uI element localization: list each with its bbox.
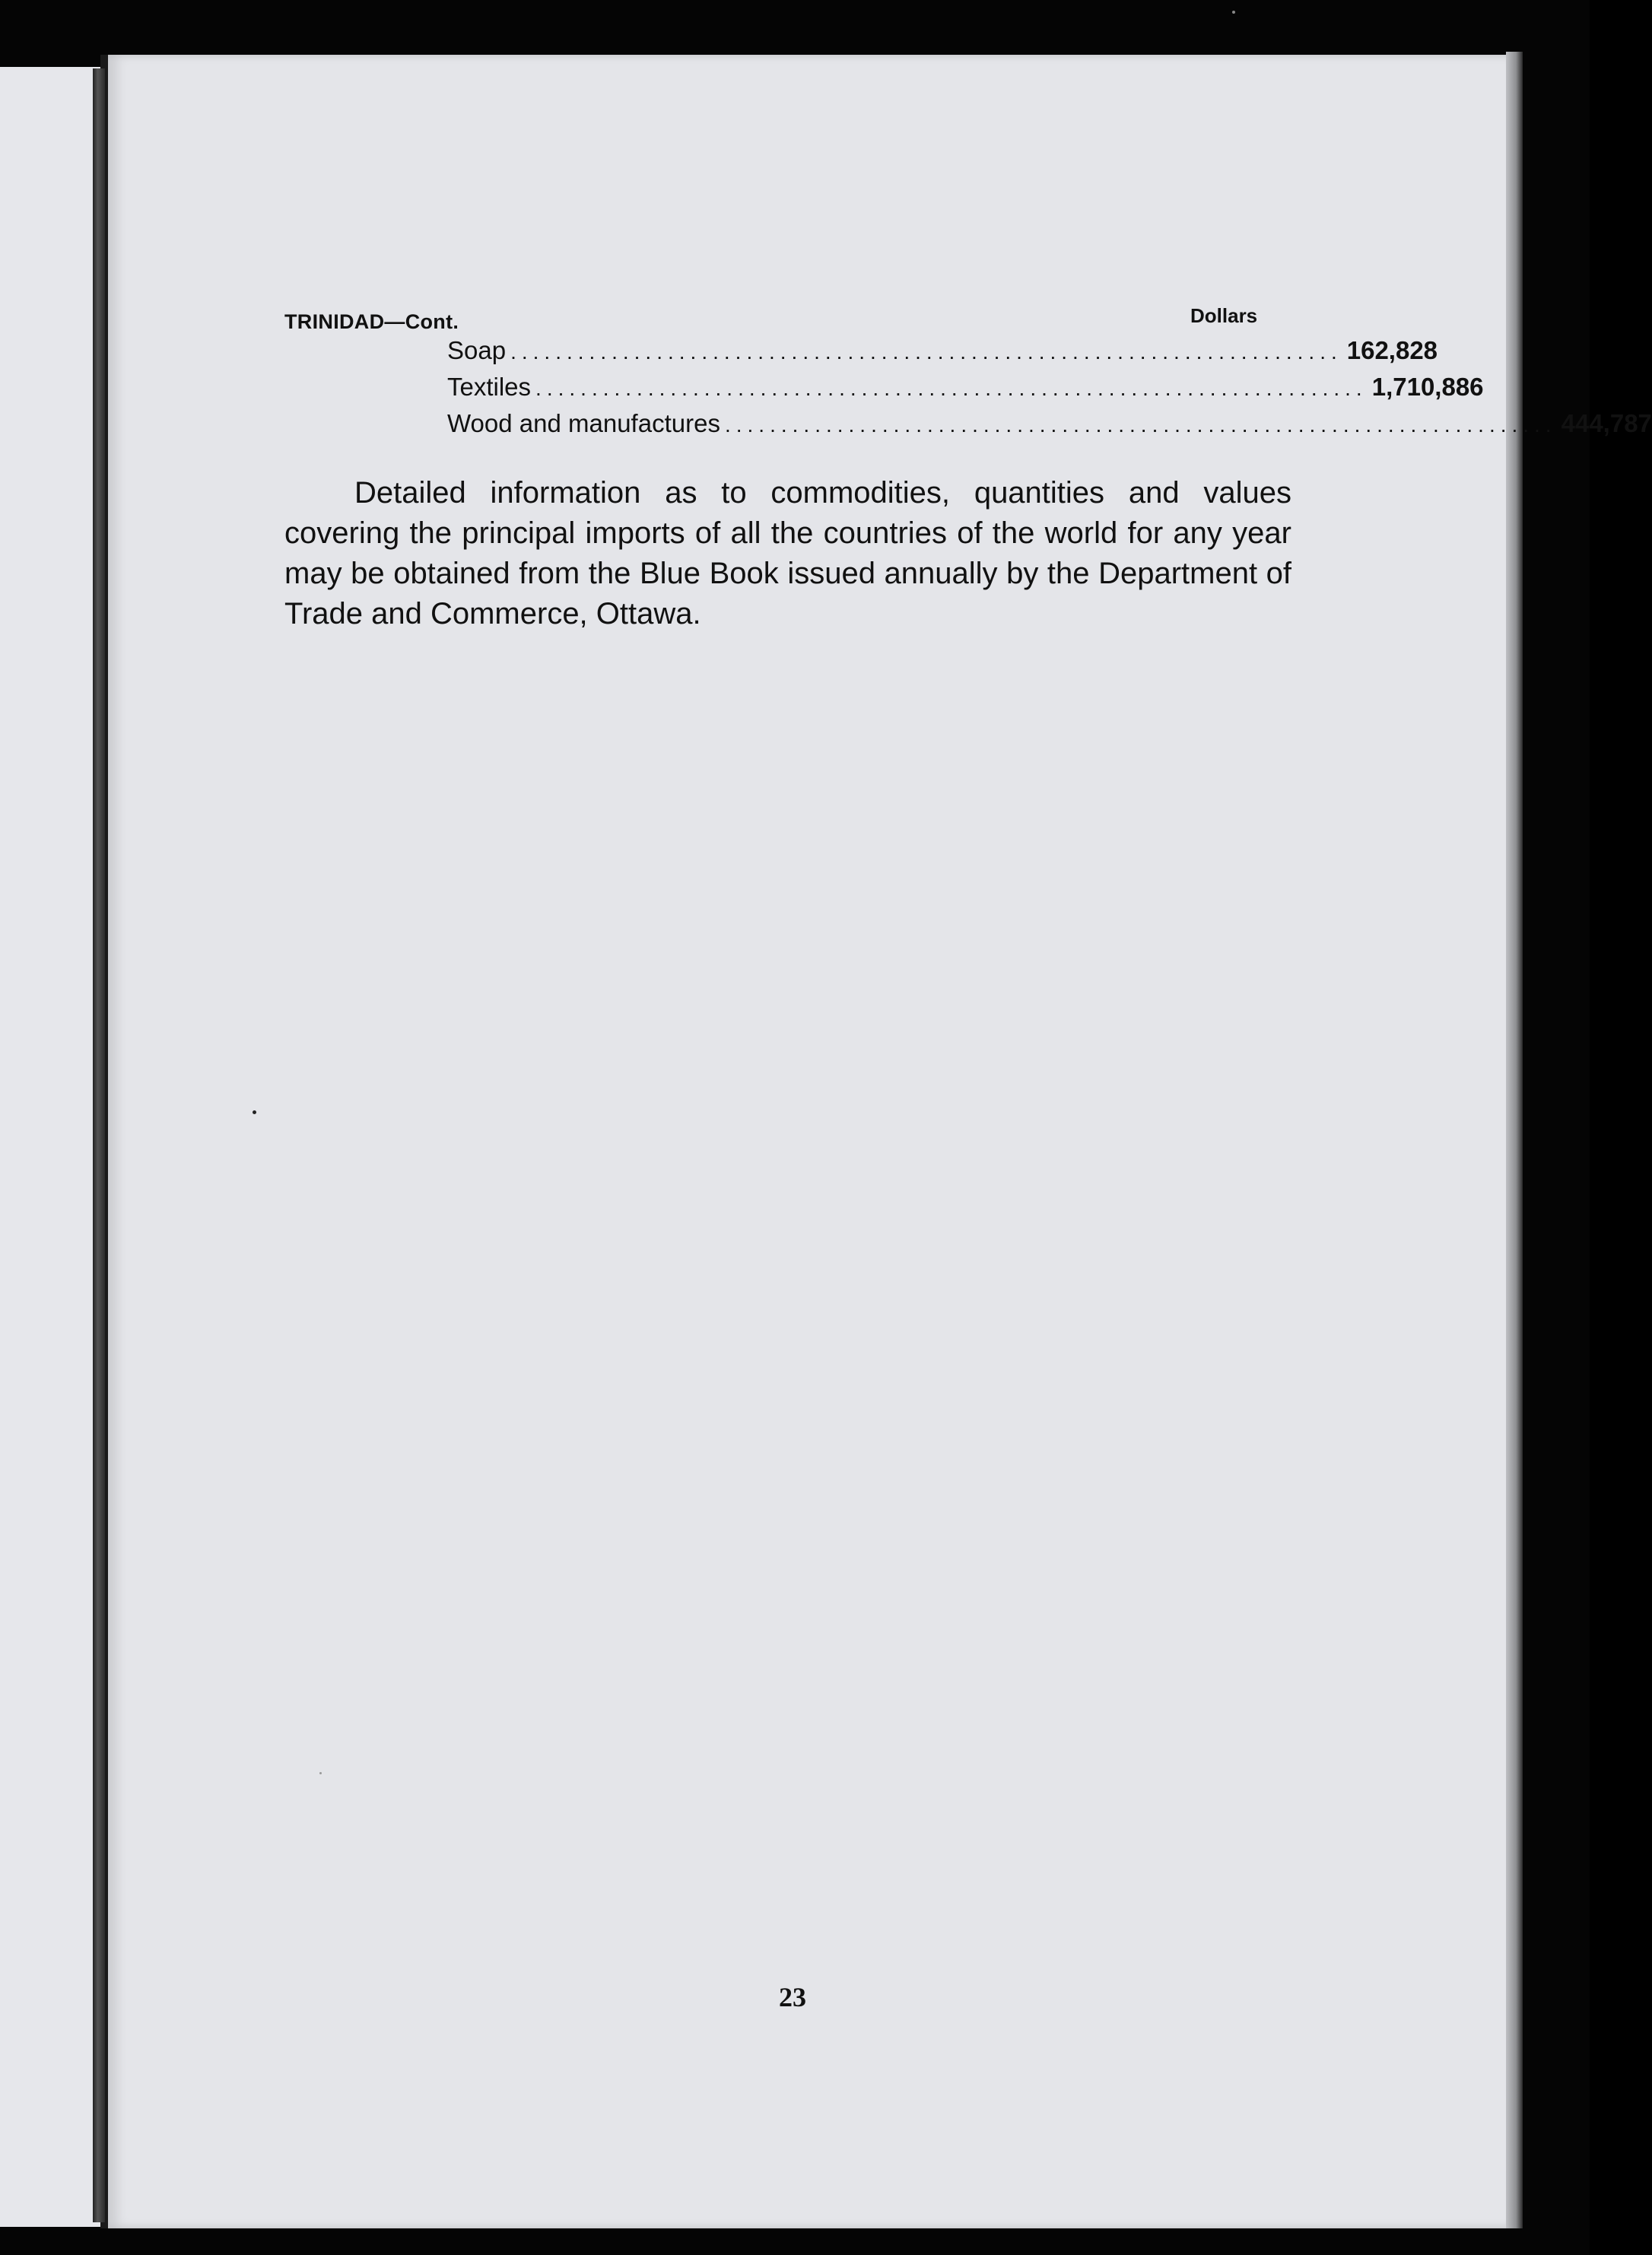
leader-dots: .......................................................................... — [510, 340, 1342, 364]
scan-border — [0, 2228, 1590, 2255]
row-value: 1,710,886 — [1371, 373, 1484, 401]
row-value: 162,828 — [1346, 336, 1438, 364]
dust-speck — [319, 1772, 322, 1774]
leader-dots: .......................................................................... — [535, 376, 1368, 400]
book-binding — [93, 68, 105, 2222]
table-row — [447, 409, 1652, 443]
page-right-edge — [1506, 52, 1523, 2231]
dust-speck — [1232, 11, 1235, 14]
table-row — [447, 373, 1484, 406]
row-item: Wood and manufactures — [447, 409, 720, 437]
page-number: 23 — [779, 1982, 806, 2012]
table-row — [447, 336, 1438, 370]
leader-dots: .......................................................................... — [724, 413, 1557, 437]
row-item: Soap — [447, 336, 507, 364]
column-heading: Dollars — [1190, 304, 1258, 327]
section-heading: TRINIDAD—Cont. — [284, 310, 459, 333]
row-value: 444,787 — [1561, 409, 1652, 437]
dust-speck — [253, 1110, 256, 1114]
facing-page-edge — [0, 67, 100, 2227]
row-item: Textiles — [447, 373, 532, 401]
body-paragraph: Detailed information as to commodities, quantities and values covering the principal imports of all the countries of the world for any year may be obtained from the Blue Book issued annually by the Department of Trade and Commerce, Ottawa. — [284, 476, 1291, 630]
